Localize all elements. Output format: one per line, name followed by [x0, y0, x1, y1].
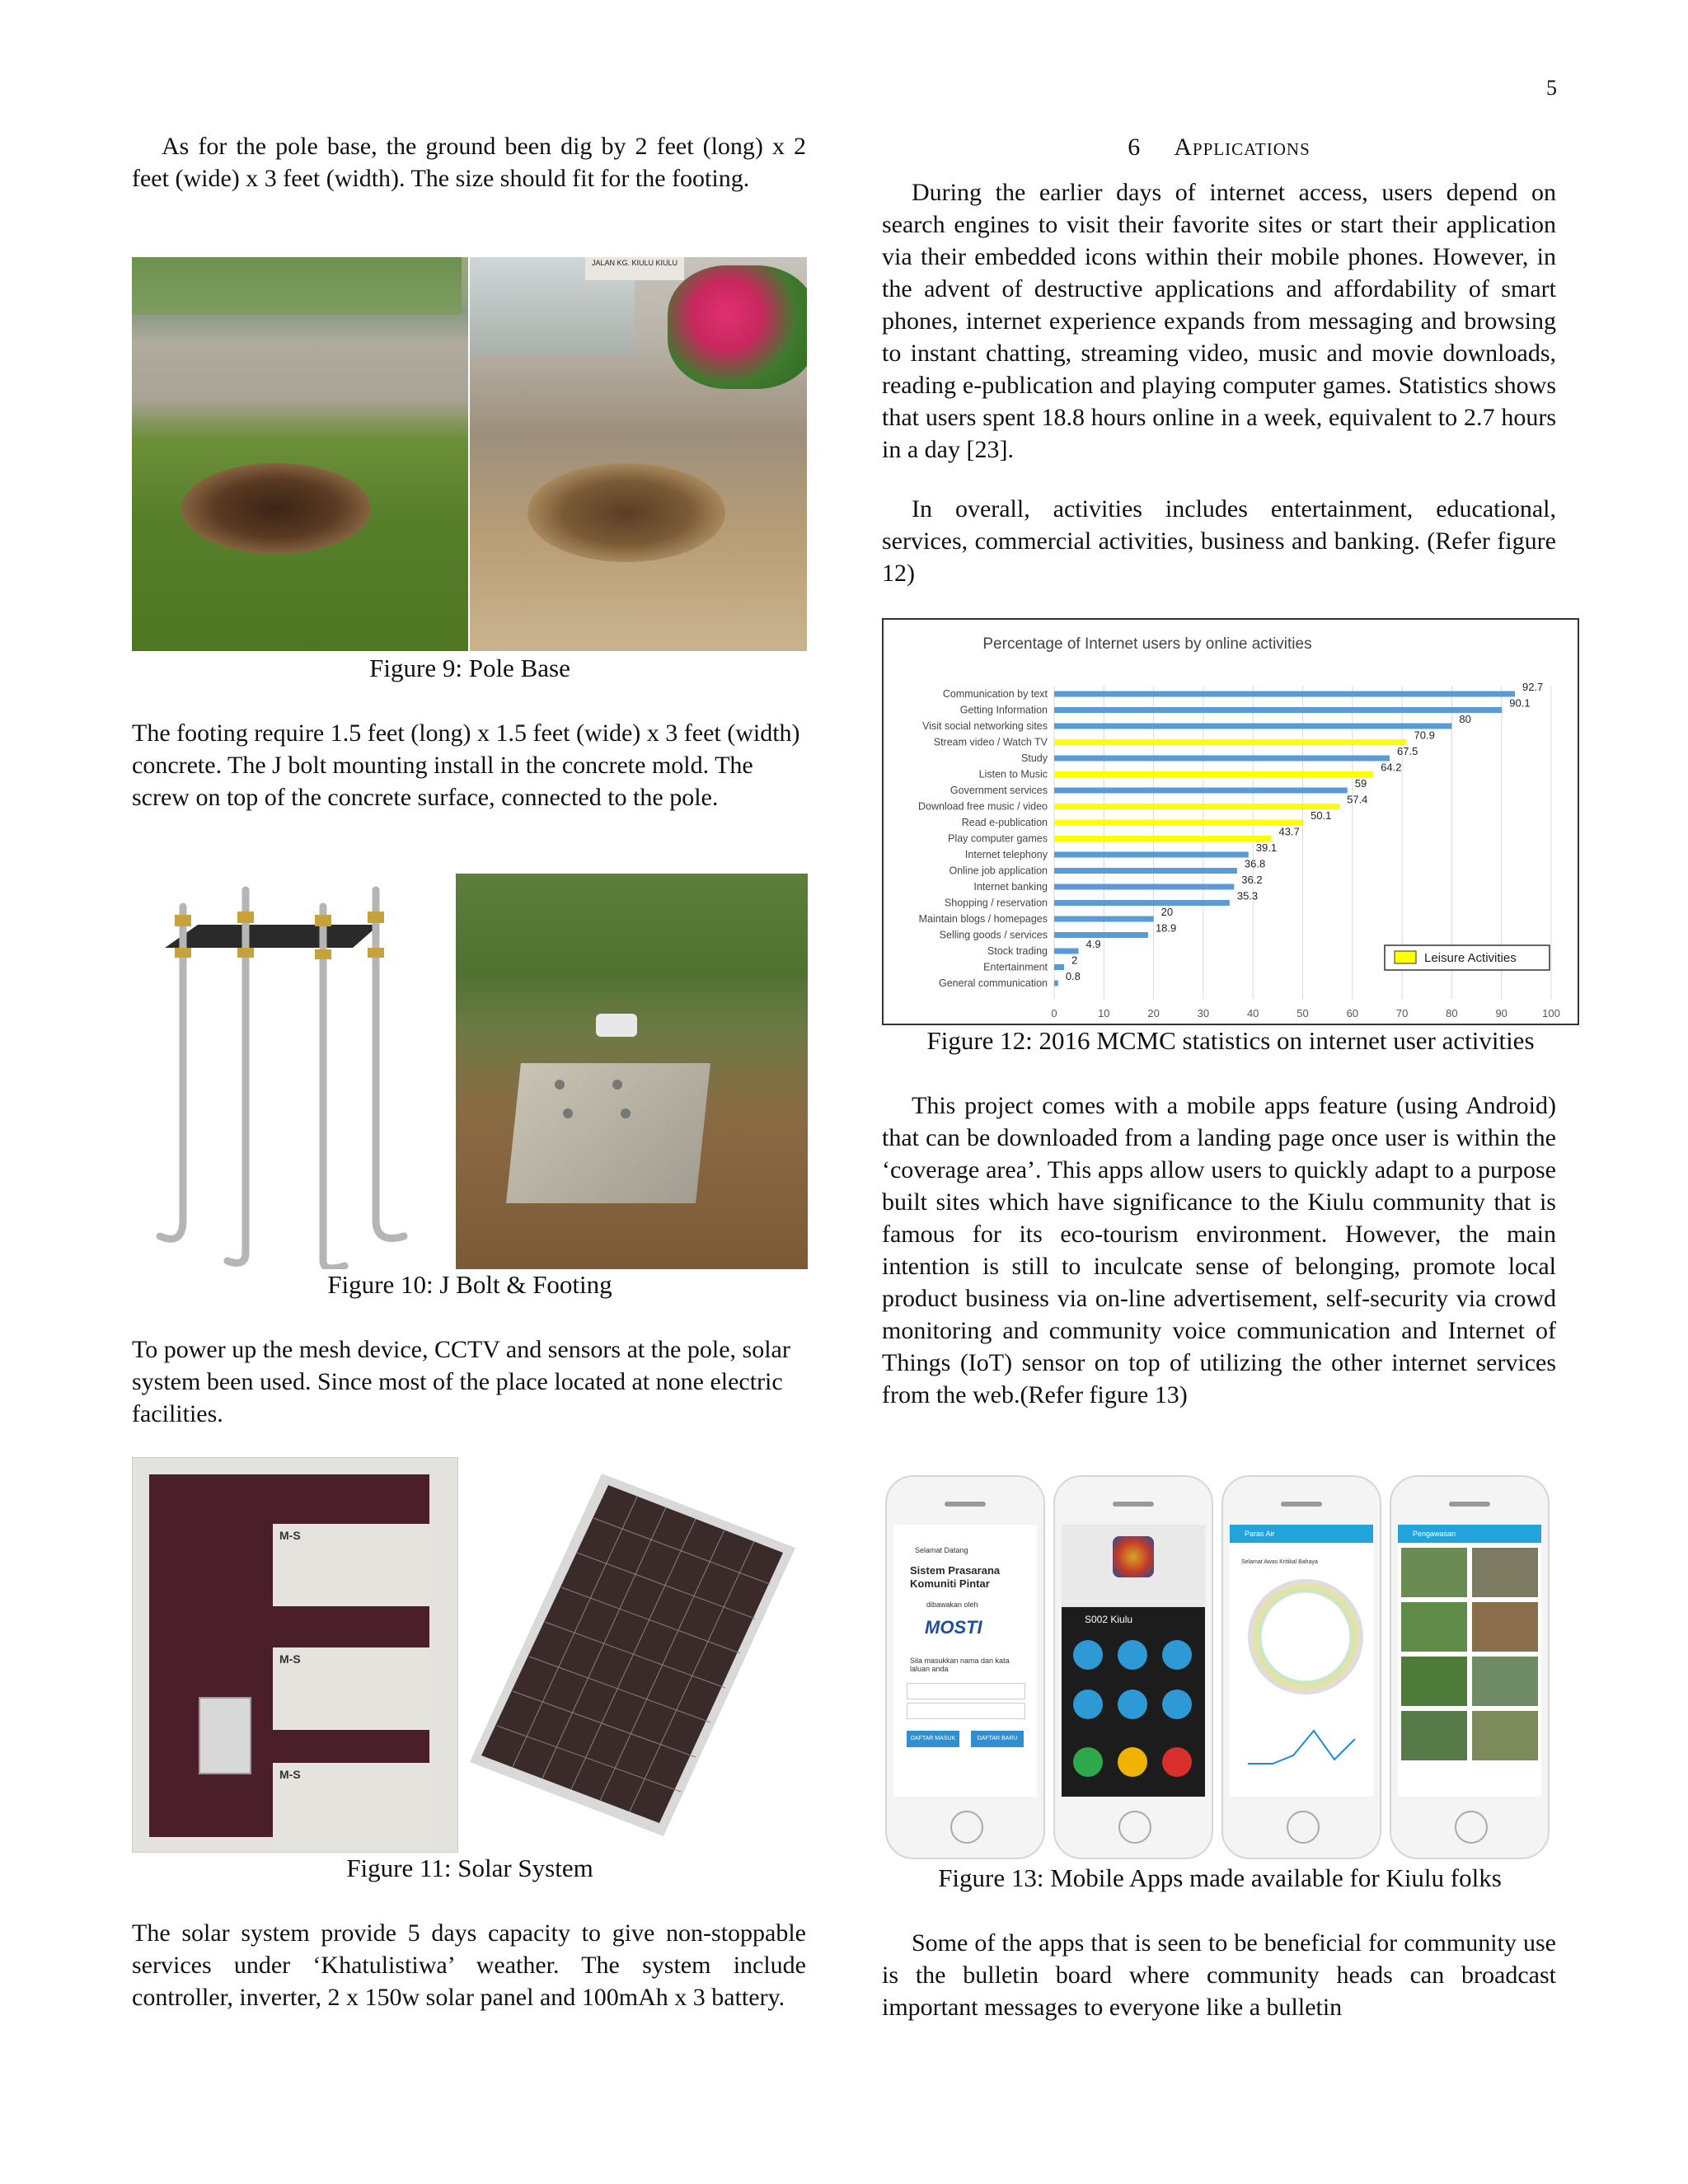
x-tick-label: 60	[1346, 1007, 1359, 1019]
legend-label: Leisure Activities	[1424, 951, 1517, 965]
gauge-icon	[1248, 1579, 1363, 1694]
chart-bar	[1054, 964, 1064, 970]
chart-bar	[1054, 900, 1230, 906]
section-heading	[882, 134, 1556, 162]
battery-label-2: M-S	[279, 1652, 301, 1666]
chart-title: Percentage of Internet users by online activities	[982, 635, 1312, 653]
figure-12-caption: Figure 12: 2016 MCMC statistics on internet user activities	[926, 1026, 1535, 1055]
app-icon-4[interactable]	[1073, 1690, 1103, 1719]
category-label: Communication by text	[942, 688, 1048, 700]
category-label: Read e-publication	[961, 817, 1048, 828]
water-level-header: Paras Air	[1230, 1525, 1373, 1543]
phone-dashboard	[1053, 1475, 1213, 1859]
value-label: 35.3	[1236, 889, 1259, 902]
camera-feed-2[interactable]	[1472, 1548, 1538, 1597]
camera-feed-5[interactable]	[1401, 1657, 1467, 1706]
app-by: dibawakan oleh	[926, 1601, 978, 1609]
right-paragraph-1: During the earlier days of internet access, users depend on search engines to visit their favorite sites or start their application via their embedded icons within their mobile phones. However, in the advent of destructive applications and affordability of smart phones, internet experience expands from messaging and browsing to instant chatting, streaming video, music and movie downloads, reading e-publication and playing computer games. Statistics shows that users spent 18.8 hours online in a week, equivalent to 2.7 hours in a day [23].	[882, 179, 1556, 463]
x-tick-label: 100	[1542, 1007, 1560, 1019]
section-title: Applications	[1174, 134, 1311, 161]
settings-icon[interactable]	[1162, 1640, 1192, 1670]
category-label: Download free music / video	[917, 800, 1048, 813]
camera-feed-1[interactable]	[1401, 1548, 1467, 1597]
value-label: 67.5	[1397, 745, 1418, 757]
category-label: Online job application	[949, 865, 1048, 877]
value-label: 70.9	[1414, 729, 1435, 742]
app-icon-1[interactable]	[1073, 1640, 1103, 1670]
pole-base-photo-right	[470, 257, 807, 651]
category-label: Study	[1021, 752, 1048, 764]
camera-feed-3[interactable]	[1401, 1602, 1467, 1652]
app-title: Sistem Prasarana Komuniti Pintar	[910, 1564, 1001, 1590]
password-field[interactable]	[907, 1703, 1025, 1719]
chart-bar	[1054, 739, 1407, 745]
app-icon-5[interactable]	[1118, 1690, 1147, 1719]
app-icon-6[interactable]	[1162, 1690, 1192, 1719]
figure-9-caption: Figure 9: Pole Base	[369, 654, 570, 682]
phone-surveillance	[1390, 1475, 1550, 1859]
x-tick-label: 40	[1246, 1007, 1259, 1019]
right-paragraph-2: In overall, activities includes entertainment, educational, services, commercial activities, business and banking. (Refer figure 12)	[882, 495, 1556, 587]
site-code: S002	[1085, 1614, 1109, 1625]
warning-icon[interactable]	[1118, 1747, 1147, 1777]
value-label: 18.9	[1155, 921, 1177, 935]
water-level-chart	[1240, 1722, 1363, 1780]
value-label: 90.1	[1509, 696, 1531, 710]
figure-10-caption: Figure 10: J Bolt & Footing	[327, 1270, 612, 1299]
camera-feed-6[interactable]	[1472, 1657, 1538, 1706]
home-button[interactable]	[950, 1811, 983, 1844]
value-label: 64.2	[1381, 761, 1402, 774]
chart-bar	[1054, 788, 1348, 794]
pole-base-photo-left	[132, 257, 468, 651]
category-label: Government services	[950, 785, 1048, 796]
chart-bar	[1054, 884, 1234, 890]
left-paragraph-2: The footing require 1.5 feet (long) x 1.5 feet (wide) x 3 feet (width) concrete. The J bolt mounting install in the concrete mold. The screw on top of the concrete surface, connected to the pole.	[132, 719, 800, 811]
emergency-icon[interactable]	[1162, 1747, 1192, 1777]
category-label: Listen to Music	[978, 768, 1048, 780]
x-tick-label: 90	[1495, 1007, 1507, 1019]
mosti-logo: MOSTI	[925, 1617, 982, 1638]
chart-bar	[1054, 707, 1502, 713]
category-label: Selling goods / services	[939, 929, 1048, 941]
chart-bar	[1054, 691, 1515, 697]
category-label: Maintain blogs / homepages	[918, 913, 1048, 925]
chart-bar	[1054, 756, 1390, 762]
value-label: 2	[1071, 954, 1078, 967]
figure-13-caption: Figure 13: Mobile Apps made available for Kiulu folks	[938, 1863, 1502, 1892]
value-label: 59	[1354, 777, 1367, 790]
login-button[interactable]: DAFTAR MASUK	[907, 1731, 959, 1747]
app-greeting: Selamat Datang	[915, 1546, 968, 1554]
chart-bar	[1054, 804, 1339, 809]
category-label: Stream video / Watch TV	[933, 736, 1048, 748]
home-button[interactable]	[1118, 1811, 1151, 1844]
figure-12-chart	[882, 618, 1579, 1025]
phone-login	[885, 1475, 1045, 1859]
value-label: 50.1	[1311, 809, 1332, 822]
battery-cabinet-photo	[132, 1457, 458, 1853]
footing-photo	[456, 874, 808, 1269]
figure-10-image	[132, 874, 808, 1269]
category-label: Internet banking	[973, 881, 1048, 893]
app-icon-2[interactable]	[1118, 1640, 1147, 1670]
category-label: General communication	[938, 977, 1048, 989]
camera-feed-7[interactable]	[1401, 1711, 1467, 1760]
value-label: 0.8	[1065, 970, 1081, 982]
left-paragraph-3: To power up the mesh device, CCTV and sensors at the pole, solar system been used. Since most of the place located at none electric facilities.	[132, 1336, 790, 1427]
category-label: Stock trading	[987, 945, 1048, 957]
right-paragraph-4: Some of the apps that is seen to be beneficial for community use is the bulletin board where community heads can broadcast important messages to everyone like a bulletin	[882, 1929, 1556, 2021]
phone-call-icon[interactable]	[1073, 1747, 1103, 1777]
figure-11-caption: Figure 11: Solar System	[346, 1854, 593, 1882]
battery-label-1: M-S	[279, 1529, 301, 1542]
left-paragraph-1: As for the pole base, the ground been dig by 2 feet (long) x 2 feet (wide) x 3 feet (width). The size should fit for the footing.	[132, 133, 806, 192]
category-label: Shopping / reservation	[944, 897, 1048, 909]
section-number: 6	[1128, 134, 1141, 161]
bar-chart	[884, 620, 1578, 1024]
right-paragraph-3: This project comes with a mobile apps feature (using Android) that can be downloaded from a landing page once user is within the ‘coverage area’. This apps allow users to quickly adapt to a purpose built sites which have significance to the Kiulu community that is famous for its eco-tourism environment. However, the main intention is still to inculcate sense of belonging, promote local product business via on-line advertisement, self-security via crowd monitoring and community voice communication and Internet of Things (IoT) sensor on top of utilizing the other internet services from the web.(Refer figure 13)	[882, 1092, 1556, 1408]
phone-water-level	[1221, 1475, 1381, 1859]
figure-13-image	[882, 1467, 1558, 1863]
chart-bar	[1054, 981, 1058, 987]
value-label: 36.8	[1244, 857, 1266, 870]
category-label: Getting Information	[959, 704, 1048, 716]
x-tick-label: 80	[1446, 1007, 1458, 1019]
category-label: Internet telephony	[964, 849, 1048, 860]
value-label: 39.1	[1255, 841, 1278, 854]
x-tick-label: 70	[1395, 1007, 1409, 1019]
chart-bar	[1054, 724, 1451, 729]
page-number: 5	[1546, 76, 1557, 100]
site-name: Kiulu	[1110, 1614, 1133, 1625]
camera-feed-4[interactable]	[1472, 1602, 1538, 1652]
chart-bar	[1054, 836, 1272, 841]
street-sign: JALAN KG. KIULU KIULU	[585, 257, 684, 280]
coat-of-arms-icon	[1113, 1536, 1154, 1577]
home-button[interactable]	[1455, 1811, 1488, 1844]
register-button[interactable]: DAFTAR BARU	[971, 1731, 1024, 1747]
value-label: 92.7	[1522, 681, 1544, 693]
solar-panel-illustration	[462, 1457, 808, 1851]
surveillance-header: Pengawasan	[1398, 1525, 1541, 1543]
chart-bar	[1054, 852, 1249, 858]
left-paragraph-4: The solar system provide 5 days capacity to give non-stoppable services under ‘Khatulistiwa’ weather. The system include controller, inverter, 2 x 150w solar panel and 100mAh x 3 battery.	[132, 1919, 806, 2011]
x-tick-label: 50	[1296, 1007, 1309, 1019]
chart-bar	[1054, 916, 1154, 922]
j-bolt-illustration	[132, 874, 455, 1269]
chart-bar	[1054, 820, 1303, 826]
chart-bar	[1054, 868, 1237, 874]
chart-bar	[1054, 771, 1373, 777]
category-label: Visit social networking sites	[922, 720, 1048, 732]
value-label: 80	[1459, 713, 1471, 725]
chart-legend	[1385, 945, 1550, 970]
x-tick-label: 30	[1197, 1007, 1210, 1019]
home-button[interactable]	[1287, 1811, 1320, 1844]
value-label: 4.9	[1085, 938, 1101, 950]
chart-bar	[1054, 932, 1148, 938]
chart-bar	[1054, 949, 1079, 954]
value-label: 43.7	[1278, 825, 1300, 838]
value-label: 57.4	[1347, 793, 1368, 806]
value-label: 20	[1160, 906, 1174, 918]
x-tick-label: 0	[1051, 1007, 1057, 1019]
camera-feed-8[interactable]	[1472, 1711, 1538, 1760]
username-field[interactable]	[907, 1683, 1025, 1699]
figure-9-image	[132, 257, 807, 651]
x-tick-label: 20	[1147, 1007, 1160, 1019]
category-label: Entertainment	[983, 961, 1048, 973]
category-label: Play computer games	[948, 832, 1048, 845]
figure-11-image	[132, 1457, 808, 1851]
value-label: 36.2	[1241, 874, 1263, 886]
water-level-legend: Selamat Awas Kritikal Bahaya	[1241, 1559, 1318, 1565]
x-tick-label: 10	[1098, 1007, 1110, 1019]
login-prompt: Sila masukkan nama dan kata laluan anda	[910, 1657, 1010, 1673]
battery-label-3: M-S	[279, 1768, 301, 1781]
